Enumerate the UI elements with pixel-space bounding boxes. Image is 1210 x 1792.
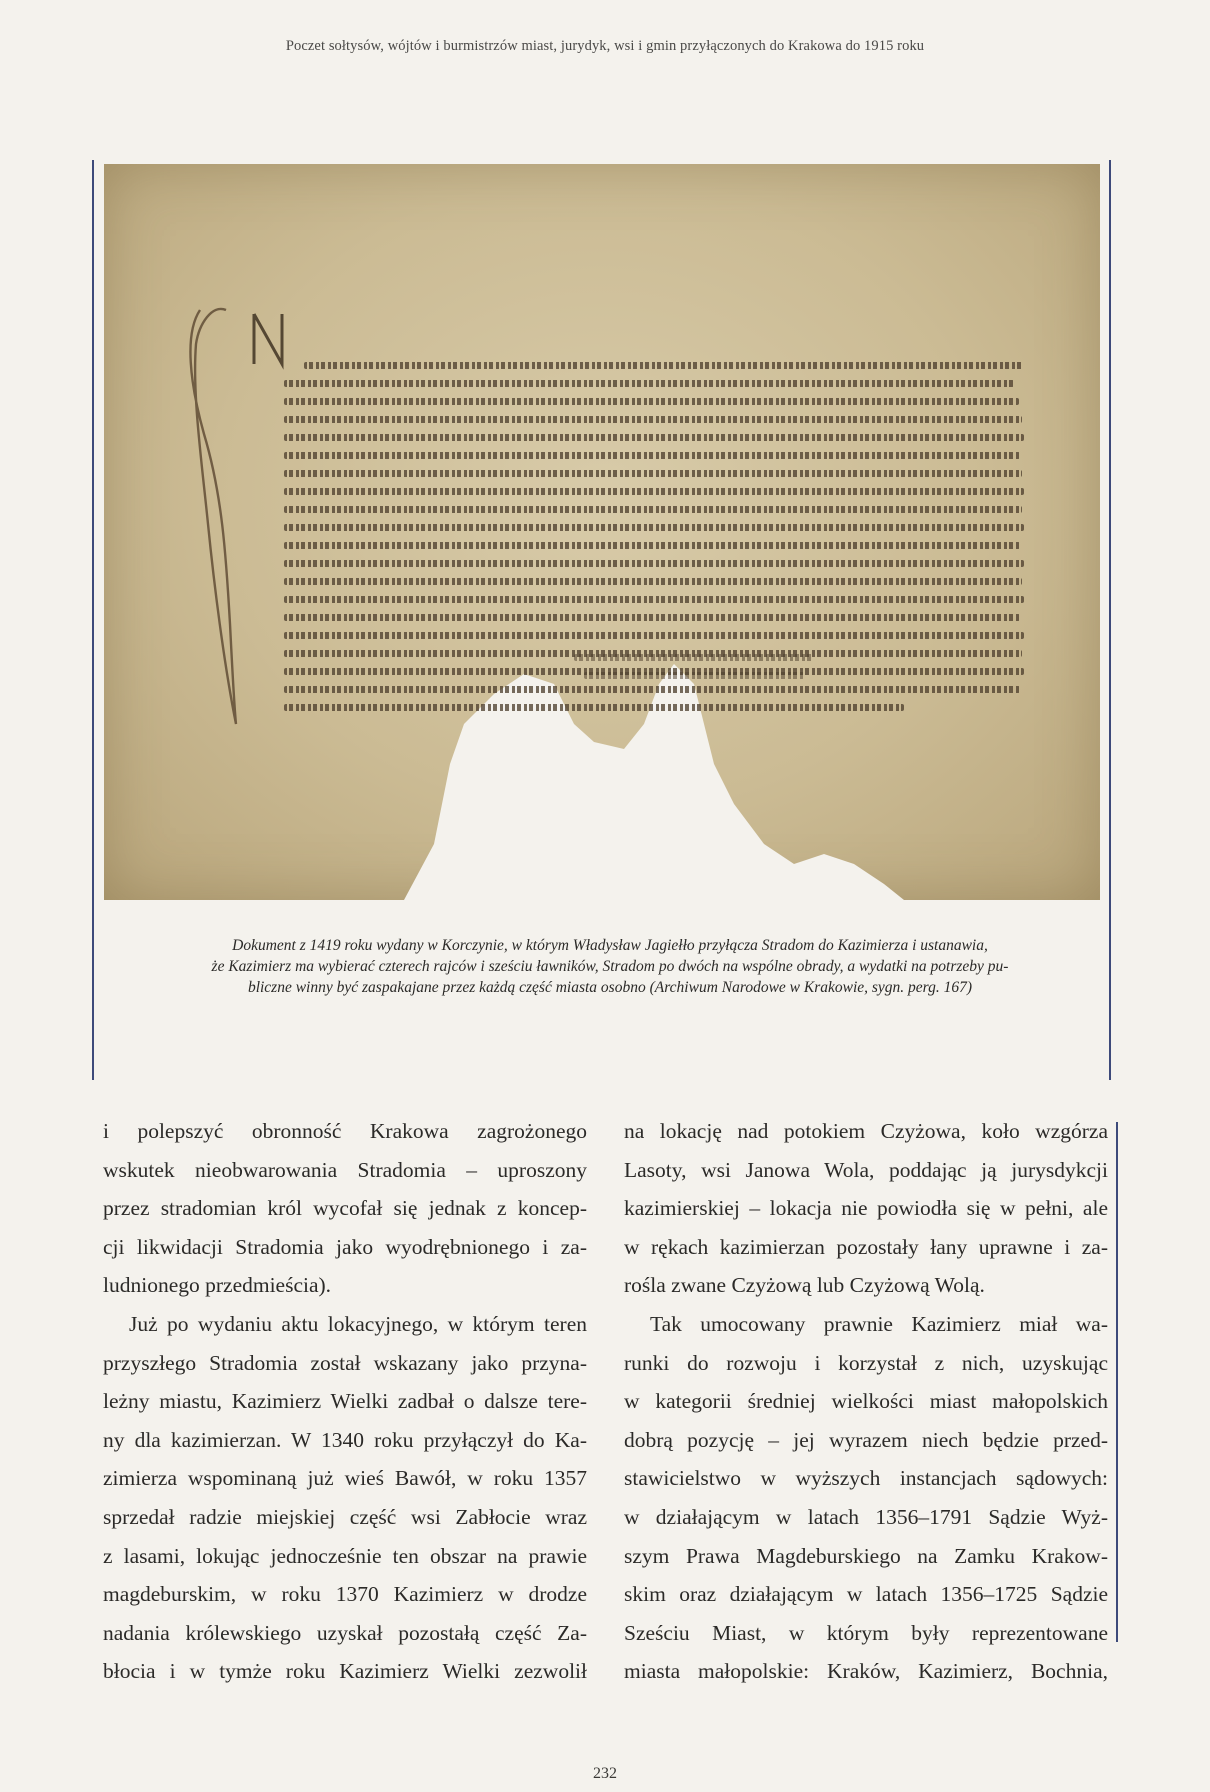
- document-image: [104, 164, 1100, 900]
- manuscript-text-block: [284, 356, 1024, 726]
- text-line: magdeburskim, w roku 1370 Kazimierz w drodze: [103, 1582, 587, 1607]
- paragraph: [624, 1305, 1108, 1691]
- paragraph: [103, 1305, 587, 1691]
- text-line: skim oraz działającym w latach 1356–1725 Sądzie: [624, 1582, 1108, 1607]
- text-line: szym Prawa Magdeburskiego na Zamku Krakow-: [624, 1543, 1108, 1568]
- text-line: w rękach kazimierzan pozostały łany uprawne i za-: [624, 1234, 1108, 1259]
- text-line: kazimierskiej – lokacja nie powiodła się w pełni, ale: [624, 1196, 1108, 1221]
- column-rule-right: [1116, 1122, 1118, 1642]
- text-line: dobrą pozycję – jej wyrazem niech będzie przed-: [624, 1427, 1108, 1452]
- text-line: sprzedał radzie miejskiej część wsi Zabłocie wraz: [103, 1504, 587, 1529]
- text-line: zimierza wspominaną już wieś Bawół, w roku 1357: [103, 1466, 587, 1491]
- initial-n-flourish: [190, 309, 236, 724]
- text-line: błocia i w tymże roku Kazimierz Wielki zezwolił: [103, 1659, 587, 1684]
- text-line: w kategorii średniej wielkości miast małopolskich: [624, 1389, 1108, 1414]
- text-line: wskutek nieobwarowania Stradomia – uproszony: [103, 1157, 587, 1182]
- text-line: Już po wydaniu aktu lokacyjnego, w którym teren: [129, 1311, 587, 1336]
- page-number: 232: [593, 1765, 617, 1782]
- initial-n: [254, 314, 282, 364]
- text-line: nadania królewskiego uzyskał pozostałą część Za-: [103, 1620, 587, 1645]
- text-line: rośla zwane Czyżową lub Czyżową Wolą.: [624, 1273, 985, 1298]
- text-line: stawicielstwo w wyższych instancjach sądowych:: [624, 1466, 1108, 1491]
- text-line: miasta małopolskie: Kraków, Kazimierz, Bochnia,: [624, 1659, 1108, 1684]
- paragraph: [624, 1112, 1108, 1305]
- chancery-note: [584, 672, 804, 679]
- text-line: ny dla kazimierzan. W 1340 roku przyłączył do Ka-: [103, 1427, 587, 1452]
- frame-rule-right: [1109, 160, 1111, 1080]
- text-line: i polepszyć obronność Krakowa zagrożonego: [103, 1119, 587, 1143]
- text-line: na lokację nad potokiem Czyżowa, koło wzgórza: [624, 1119, 1108, 1143]
- text-line: ludnionego przedmieścia).: [103, 1273, 332, 1298]
- running-header: Poczet sołtysów, wójtów i burmistrzów miast, jurydyk, wsi i gmin przyłączonych do Krakowa do 1915 roku: [285, 38, 925, 54]
- text-line: leżny miastu, Kazimierz Wielki zadbał o dalsze tere-: [103, 1389, 587, 1414]
- text-line: przez stradomian król wycofał się jednak z koncep-: [103, 1196, 587, 1221]
- paragraph: [103, 1112, 587, 1305]
- caption-line: bliczne winny być zaspakajane przez każdą część miasta osobno (Archiwum Narodowe w Krakowie, sygn. perg. 167): [247, 979, 973, 996]
- caption-line: Dokument z 1419 roku wydany w Korczynie, w którym Władysław Jagiełło przyłącza Stradom do Kazimierza i ustanawia,: [232, 937, 988, 954]
- text-line: Tak umocowany prawnie Kazimierz miał wa-: [650, 1311, 1108, 1336]
- text-line: Lasoty, wsi Janowa Wola, poddając ją jurysdykcji: [624, 1157, 1108, 1182]
- figure-caption: [140, 935, 1080, 998]
- frame-rule-left: [92, 160, 94, 1080]
- text-line: z lasami, lokując jednocześnie ten obszar na prawie: [103, 1543, 587, 1568]
- text-line: Sześciu Miast, w którym były reprezentowane: [624, 1620, 1108, 1645]
- left-column: [103, 1112, 587, 1691]
- right-column: [624, 1112, 1108, 1691]
- chancery-note: [574, 654, 814, 661]
- text-line: przyszłego Stradomia został wskazany jako przyna-: [103, 1350, 587, 1375]
- text-line: w działającym w latach 1356–1791 Sądzie Wyż-: [624, 1504, 1108, 1529]
- caption-line: że Kazimierz ma wybierać czterech rajców i sześciu ławników, Stradom po dwóch na wspólne obrady, a wydatki na potrzeby pu-: [211, 958, 1009, 975]
- text-line: runki do rozwoju i korzystał z nich, uzyskując: [624, 1350, 1108, 1375]
- text-line: cji likwidacji Stradomia jako wyodrębnionego i za-: [103, 1234, 587, 1259]
